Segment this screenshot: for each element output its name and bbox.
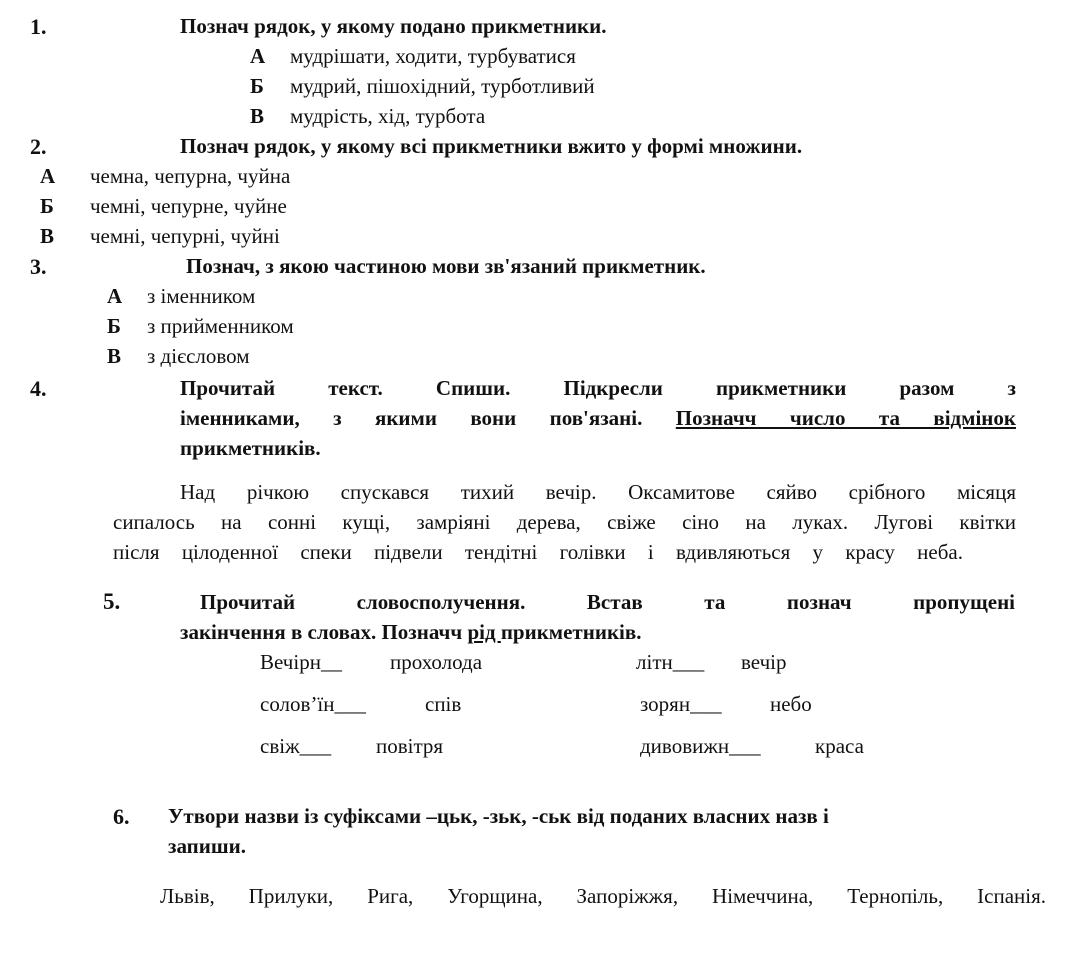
q1-option-a — [250, 44, 576, 69]
q5-left-word-1: Вечірн__ — [260, 650, 342, 674]
q4-line2-underlined: Позначч число та відмінок — [675, 406, 1016, 430]
q1-number: 1. — [30, 14, 47, 39]
q5-right-word-3: дивовижн___ — [640, 734, 761, 758]
q4-instruction-line1: Прочитай текст. Спиши. Підкресли прикметники разом з — [180, 376, 1016, 400]
option-text: з іменником — [147, 284, 256, 308]
q3-option-c — [107, 344, 250, 369]
option-letter: В — [40, 224, 55, 248]
option-text: чемні, чепурне, чуйне — [90, 194, 287, 218]
q3-question: Познач, з якою частиною мови зв'язаний прикметник. — [186, 254, 706, 278]
q3-option-a — [107, 284, 255, 309]
option-letter: В — [250, 104, 265, 128]
q5-line2-underlined: рід — [467, 620, 501, 644]
option-text: з дієсловом — [147, 344, 250, 368]
q6-names: Львів, Прилуки, Рига, Угорщина, Запоріжжя, Німеччина, Тернопіль, Іспанія. — [160, 884, 1046, 908]
option-text: чемна, чепурна, чуйна — [90, 164, 291, 188]
q4-instruction-line3: прикметників. — [180, 436, 321, 460]
q2-option-b — [40, 194, 287, 219]
q6-number: 6. — [113, 804, 130, 829]
q5-right-noun-1: вечір — [741, 650, 787, 674]
q2-option-c — [40, 224, 280, 249]
q5-line2-before: закінчення в словах. Позначч — [180, 620, 468, 644]
q4-line2-plain: іменниками, з якими вони пов'язані. — [180, 406, 676, 430]
q2-option-a — [40, 164, 290, 189]
option-text: чемні, чепурні, чуйні — [90, 224, 280, 248]
option-letter: Б — [107, 314, 121, 338]
q3-option-b — [107, 314, 294, 339]
option-text: мудрість, хід, турбота — [290, 104, 486, 128]
option-letter: А — [107, 284, 123, 308]
q2-number: 2. — [30, 134, 47, 159]
option-letter: А — [40, 164, 56, 188]
option-text: з прийменником — [147, 314, 294, 338]
q4-text-line1: Над річкою спускався тихий вечір. Оксамитове сяйво срібного місяця — [180, 480, 1016, 504]
q5-right-word-1: літн___ — [636, 650, 705, 674]
q1-question: Познач рядок, у якому подано прикметники. — [180, 14, 607, 38]
q1-option-b — [250, 74, 595, 99]
q4-instruction-line2 — [180, 406, 1016, 431]
q2-question: Познач рядок, у якому всі прикметники вжито у формі множини. — [180, 134, 803, 158]
q5-line2-after: прикметників. — [500, 620, 642, 644]
q5-left-noun-1: прохолода — [390, 650, 483, 674]
q5-left-word-3: свіж___ — [260, 734, 332, 758]
q5-left-word-2: солов’їн___ — [260, 692, 367, 716]
q1-option-c — [250, 104, 485, 129]
q5-right-noun-2: небо — [770, 692, 812, 716]
q5-instruction-line2 — [180, 620, 641, 645]
q5-number: 5. — [103, 589, 121, 614]
q5-right-noun-3: краса — [815, 734, 864, 758]
q4-text-line3: після цілоденної спеки підвели тендітні голівки і вдивляються у красу неба. — [113, 540, 963, 564]
q4-text-line2: сипалось на сонні кущі, замріяні дерева, свіже сіно на луках. Лугові квітки — [113, 510, 1016, 534]
q4-number: 4. — [30, 376, 47, 401]
option-letter: В — [107, 344, 122, 368]
q6-instruction-line2: запиши. — [168, 834, 246, 858]
q5-left-noun-3: повітря — [376, 734, 444, 758]
q5-instruction-line1: Прочитай словосполучення. Встав та познач пропущені — [200, 590, 1015, 614]
q3-number: 3. — [30, 254, 47, 279]
q5-right-word-2: зорян___ — [640, 692, 722, 716]
option-letter: Б — [250, 74, 264, 98]
option-letter: А — [250, 44, 266, 68]
q5-left-noun-2: спів — [425, 692, 462, 716]
option-letter: Б — [40, 194, 54, 218]
q6-instruction-line1: Утвори назви із суфіксами –цьк, -зьк, -ськ від поданих власних назв і — [168, 804, 829, 828]
option-text: мудрішати, ходити, турбуватися — [290, 44, 576, 68]
option-text: мудрий, пішохідний, турботливий — [290, 74, 595, 98]
